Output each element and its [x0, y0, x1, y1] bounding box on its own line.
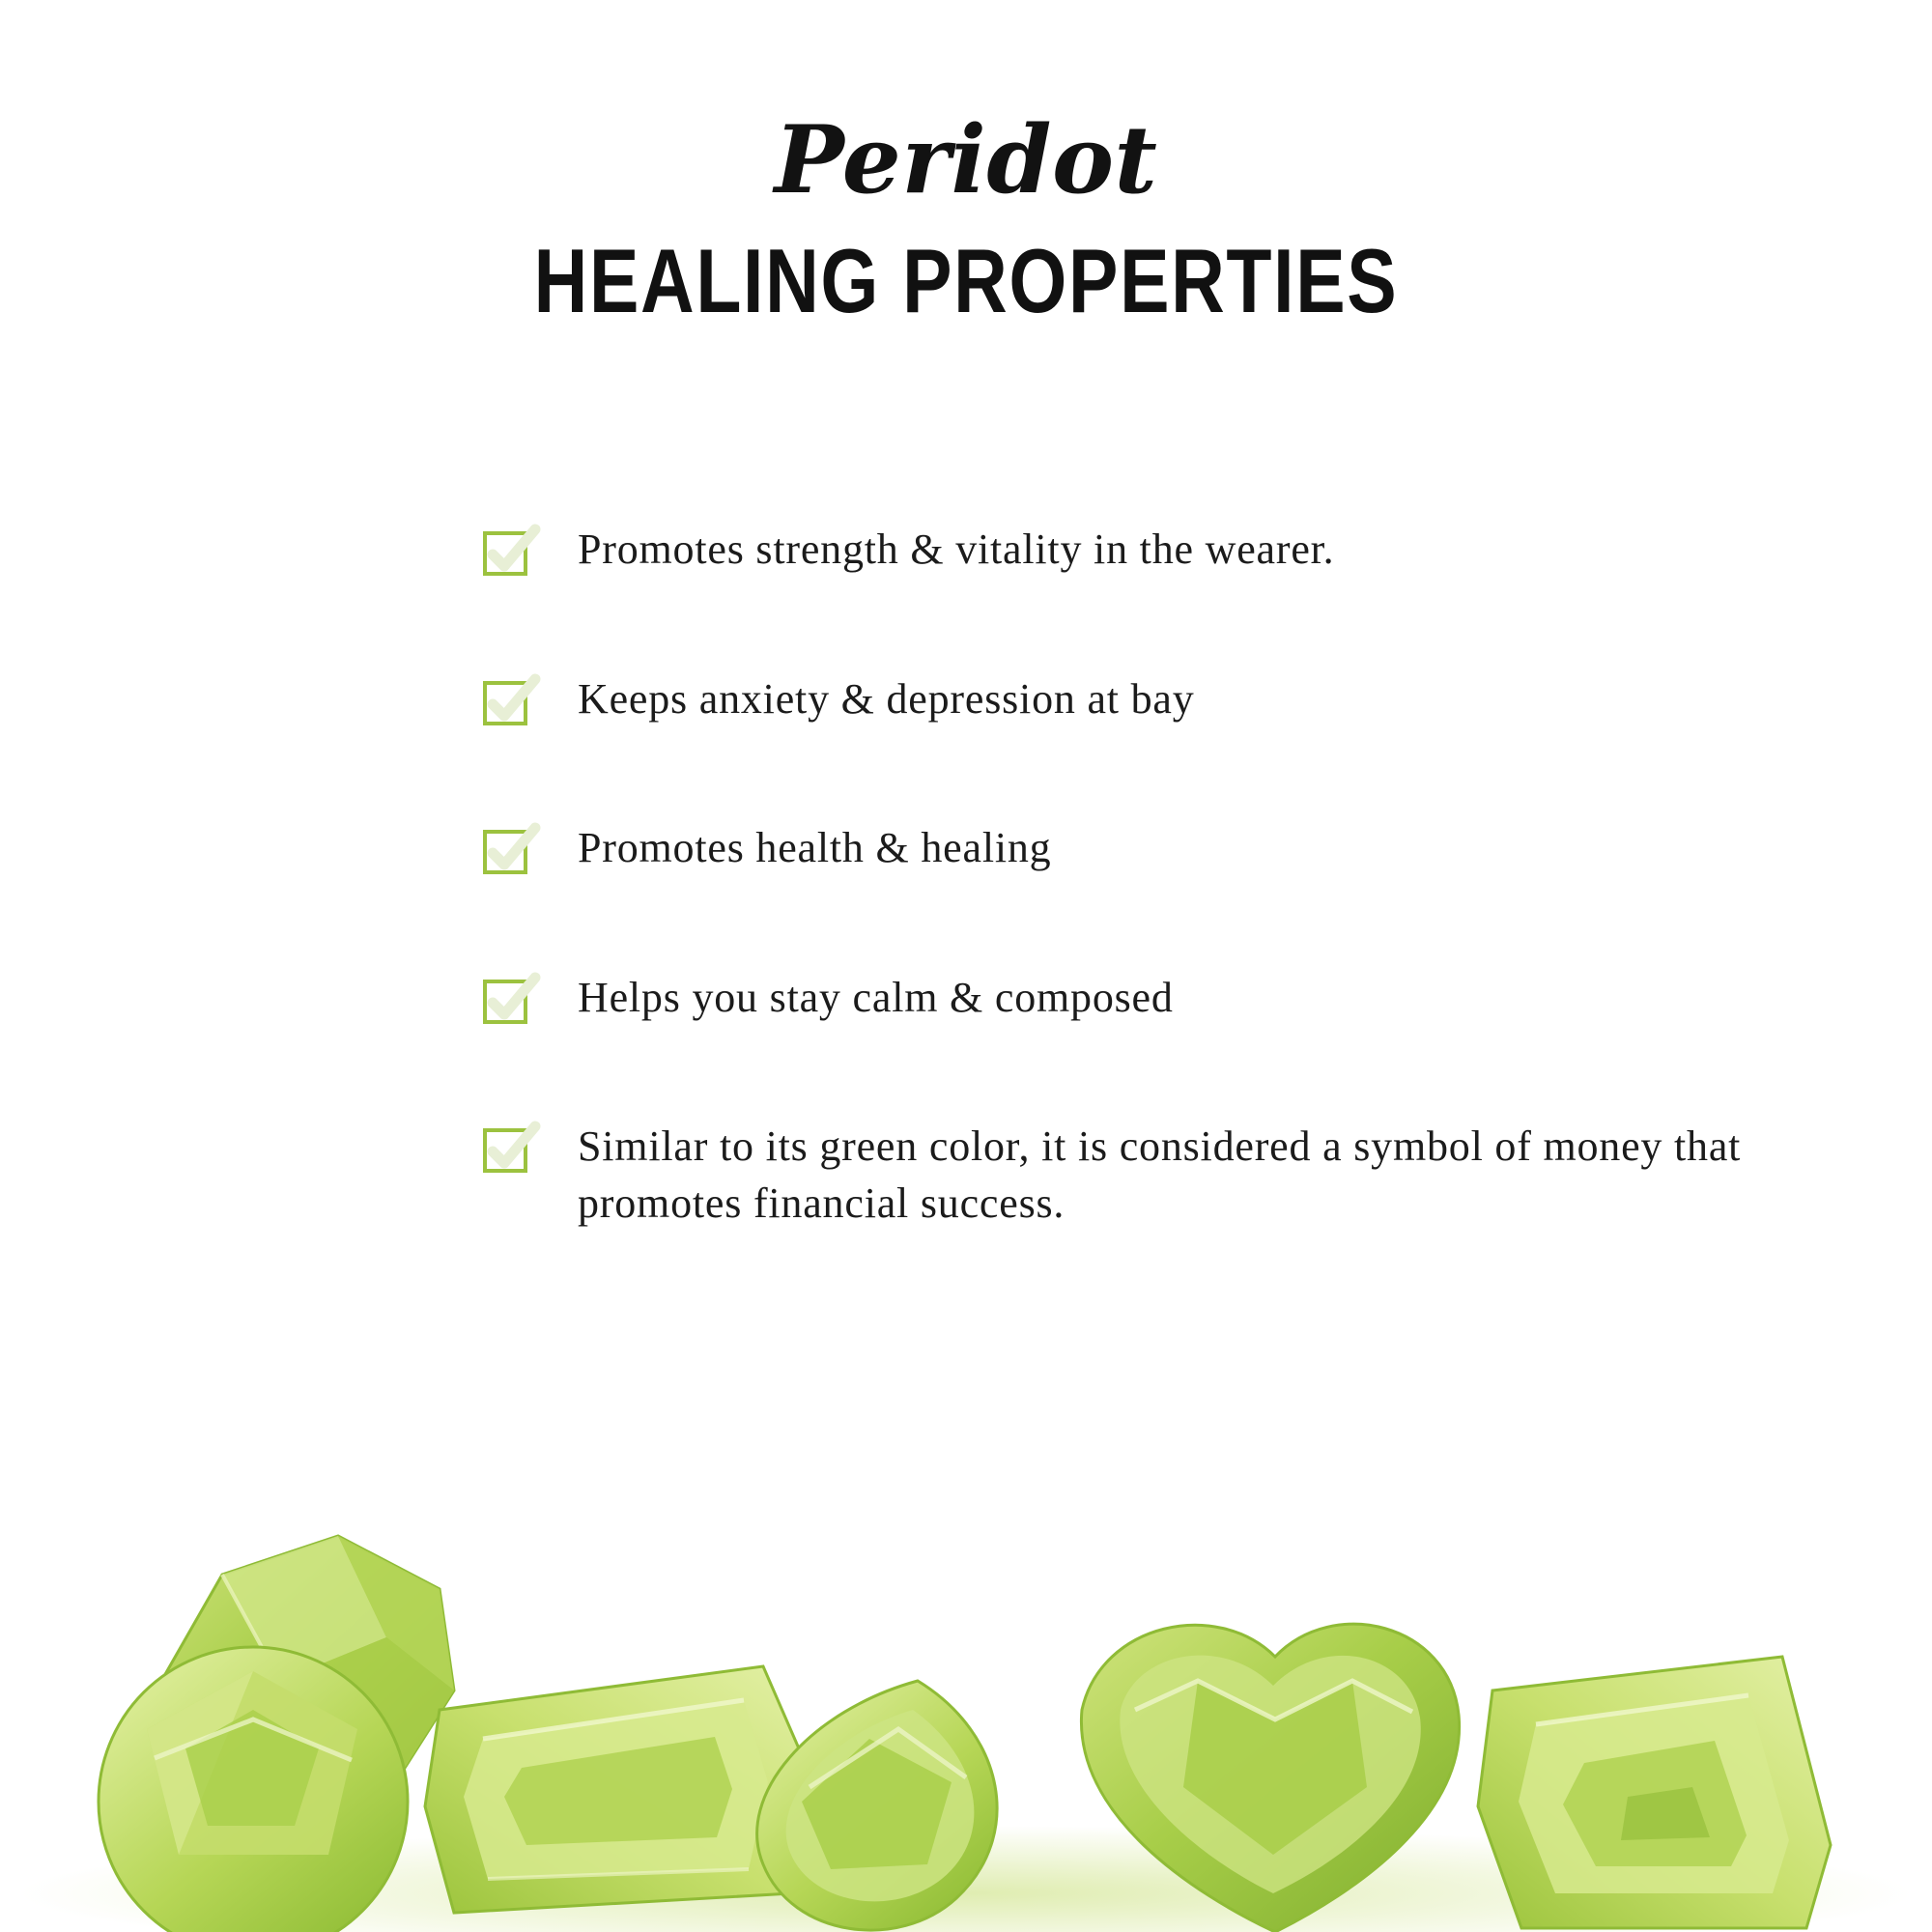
gem-emerald-baguette [425, 1666, 811, 1913]
healing-properties-list [0, 522, 1932, 1232]
check-mark-icon [483, 1128, 527, 1173]
list-item [0, 671, 1932, 728]
list-item-label: Promotes strength & vitality in the wearer. [578, 526, 1335, 573]
list-item [0, 522, 1932, 579]
list-item-label: Keeps anxiety & depression at bay [578, 674, 1195, 723]
check-mark-icon [483, 531, 527, 576]
page-title-script: Peridot [774, 105, 1158, 214]
peridot-gemstones-photo [0, 1391, 1932, 1932]
list-item-label: Helps you stay calm & composed [578, 973, 1174, 1021]
check-mark-icon [483, 980, 527, 1024]
list-item [0, 820, 1932, 877]
list-item-label: Similar to its green color, it is considered a symbol of money that promotes financial success. [578, 1122, 1742, 1227]
list-item [0, 1119, 1932, 1232]
page-title-main: HEALING PROPERTIES [533, 230, 1399, 331]
check-mark-icon [483, 830, 527, 874]
poster-header [0, 0, 1932, 331]
check-mark-icon [483, 681, 527, 725]
list-item [0, 970, 1932, 1027]
gem-pear [757, 1681, 997, 1930]
gem-round [99, 1647, 408, 1932]
gem-square-princess [1478, 1657, 1831, 1928]
list-item-label: Promotes health & healing [578, 824, 1052, 872]
